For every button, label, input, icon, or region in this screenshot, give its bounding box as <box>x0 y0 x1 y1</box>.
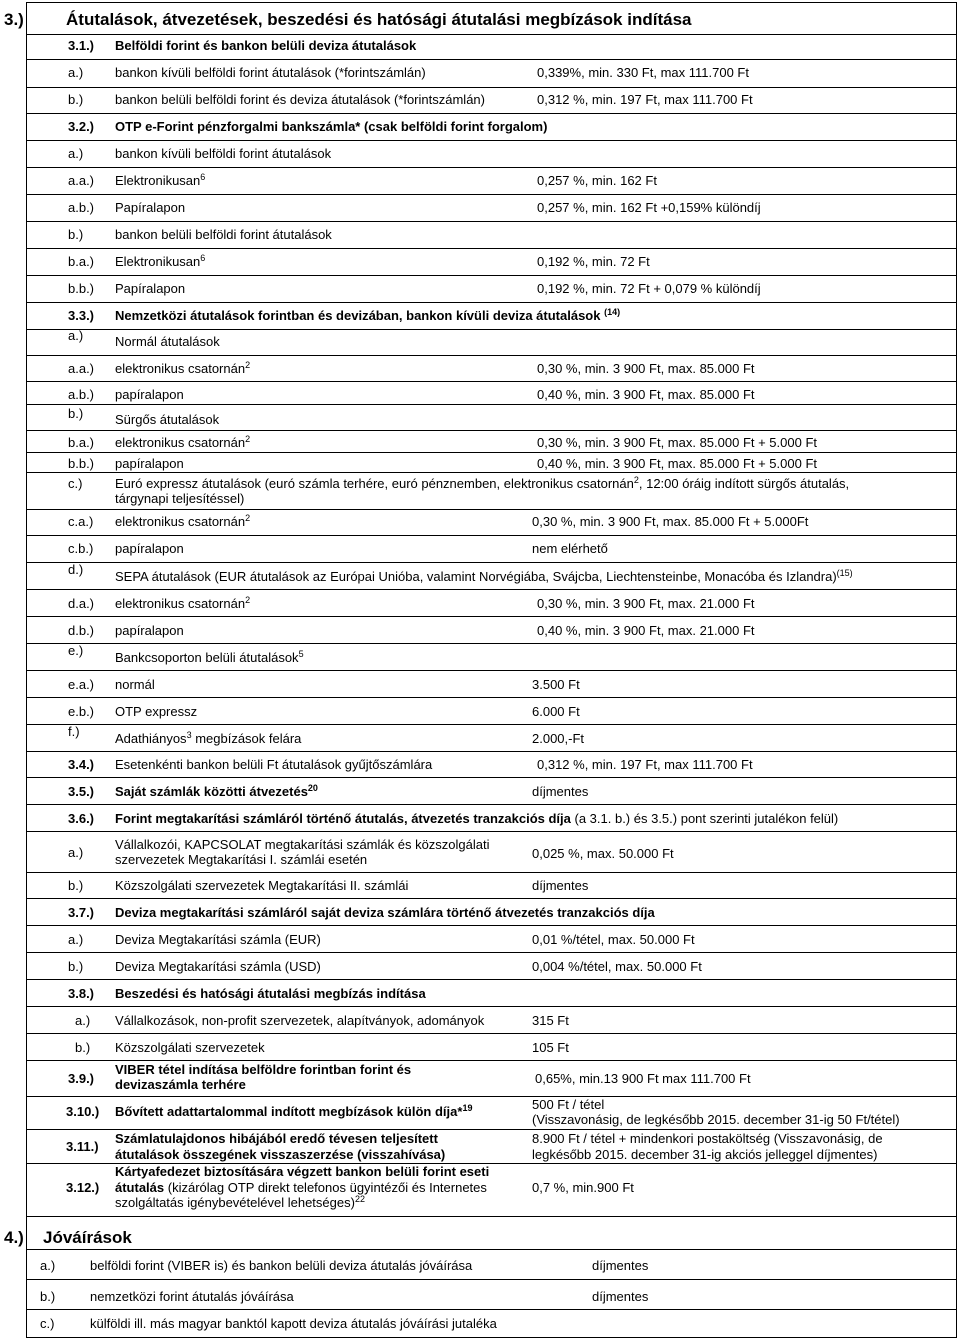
row-divider <box>26 140 957 141</box>
row-divider <box>26 404 957 405</box>
row-label: f.) <box>68 724 80 739</box>
row-divider <box>26 59 957 60</box>
row-label: b.) <box>68 959 84 974</box>
row-label: 3.11.) <box>66 1139 99 1154</box>
cell-text: Jóváírások <box>43 1228 132 1247</box>
row-divider <box>26 355 957 356</box>
row-divider <box>26 724 957 725</box>
row-label: b.b.) <box>68 281 95 296</box>
row-divider <box>26 472 957 473</box>
cell-text: tárgynapi teljesítéssel) <box>115 491 245 506</box>
row-divider <box>26 34 957 35</box>
row-label: a.) <box>40 1258 56 1273</box>
row-divider <box>26 302 957 303</box>
cell-text: Papíralapon <box>115 281 186 296</box>
row-divider <box>26 670 957 671</box>
cell-text: bankon kívüli belföldi forint átutalások (*forintszámlán) <box>115 65 426 80</box>
cell-text: díjmentes <box>532 878 589 893</box>
footnote-ref: 2 <box>245 513 251 523</box>
footnote-ref: 20 <box>307 783 318 793</box>
cell-text: átutalások összegének visszaszerzése (visszahívása) <box>115 1147 446 1162</box>
row-divider <box>26 751 957 752</box>
row-divider <box>26 87 957 88</box>
cell-text: 3.500 Ft <box>532 677 580 692</box>
cell-text: díjmentes <box>592 1289 649 1304</box>
row-label: d.b.) <box>68 623 95 638</box>
cell-text: 0,192 %, min. 72 Ft <box>537 254 650 269</box>
row-divider <box>26 979 957 980</box>
cell-text: Deviza megtakarítási számláról saját deviza számlára történő átvezetés tranzakciós díja <box>115 905 655 920</box>
row-divider <box>26 535 957 536</box>
row-label: 3.1.) <box>68 38 95 53</box>
row-label: b.) <box>68 878 84 893</box>
row-label: a.) <box>68 932 84 947</box>
cell-text: 0,004 %/tétel, max. 50.000 Ft <box>532 959 702 974</box>
cell-text: 0,312 %, min. 197 Ft, max 111.700 Ft <box>537 757 753 772</box>
cell-text: Vállalkozói, KAPCSOLAT megtakarítási számlák és közszolgálati <box>115 837 490 852</box>
footnote-ref: 2 <box>633 475 639 485</box>
row-label: d.a.) <box>68 596 95 611</box>
cell-text: 2.000,-Ft <box>532 731 585 746</box>
cell-text: elektronikus csatornán$^2$ <box>115 513 251 529</box>
row-label: 3.6.) <box>68 811 95 826</box>
row-label: a.) <box>68 146 84 161</box>
cell-text: Belföldi forint és bankon belüli deviza átutalások <box>115 38 417 53</box>
cell-text: (Visszavonásig, de legkésőbb 2015. december 31-ig 50 Ft/tétel) <box>532 1112 900 1127</box>
row-label: b.) <box>75 1040 91 1055</box>
row-label: e.) <box>68 643 84 658</box>
row-label: e.b.) <box>68 704 95 719</box>
row-divider <box>26 562 957 563</box>
cell-text: 0,339%, min. 330 Ft, max 111.700 Ft <box>537 65 749 80</box>
cell-text: 0,7 %, min.900 Ft <box>532 1180 634 1195</box>
cell-text: 0,025 %, max. 50.000 Ft <box>532 846 674 861</box>
cell-text: 0,30 %, min. 3 900 Ft, max. 85.000 Ft + 5.000Ft <box>532 514 809 529</box>
row-label: 3.7.) <box>68 905 95 920</box>
row-divider <box>26 1249 957 1250</box>
row-label: c.b.) <box>68 541 94 556</box>
cell-text: 0,312 %, min. 197 Ft, max 111.700 Ft <box>537 92 753 107</box>
row-divider <box>26 1096 957 1097</box>
row-label: 3.12.) <box>66 1180 100 1195</box>
row-divider <box>26 430 957 431</box>
row-label: 3.9.) <box>68 1071 95 1086</box>
footnote-ref: 6 <box>200 253 206 263</box>
cell-text: 0,30 %, min. 3 900 Ft, max. 21.000 Ft <box>537 596 755 611</box>
cell-text: nem elérhető <box>532 541 608 556</box>
row-divider <box>26 509 957 510</box>
cell-text: belföldi forint (VIBER is) és bankon belüli deviza átutalás jóváírása <box>90 1258 473 1273</box>
cell-text: 0,01 %/tétel, max. 50.000 Ft <box>532 932 695 947</box>
footnote-ref: 22 <box>354 1194 365 1204</box>
cell-text: papíralapon <box>115 623 184 638</box>
row-divider <box>26 589 957 590</box>
cell-text: Beszedési és hatósági átutalási megbízás indítása <box>115 986 426 1001</box>
cell-text: Közszolgálati szervezetek Megtakarítási II. számlái <box>115 878 409 893</box>
row-divider <box>26 1216 957 1217</box>
row-label: 3.3.) <box>68 308 95 323</box>
cell-text: Saját számlák közötti átvezetés$^{20}$ <box>115 783 318 799</box>
row-label: a.) <box>68 328 84 343</box>
cell-text: bankon belüli belföldi forint átutalások <box>115 227 332 242</box>
row-label: a.) <box>68 65 84 80</box>
row-divider <box>26 221 957 222</box>
row-label: b.a.) <box>68 254 95 269</box>
footnote-ref: 19 <box>462 1103 473 1113</box>
row-label: e.a.) <box>68 677 95 692</box>
cell-text: Számlatulajdonos hibájából eredő tévesen teljesített <box>115 1131 438 1146</box>
cell-text: elektronikus csatornán$^2$ <box>115 360 251 376</box>
row-label: c.) <box>40 1316 55 1331</box>
row-label: a.b.) <box>68 387 95 402</box>
cell-text: bankon kívüli belföldi forint átutalások <box>115 146 332 161</box>
cell-text: 315 Ft <box>532 1013 569 1028</box>
cell-text: normál <box>115 677 155 692</box>
cell-text: papíralapon <box>115 541 184 556</box>
cell-text: 0,40 %, min. 3 900 Ft, max. 85.000 Ft <box>537 387 755 402</box>
cell-text: 0,40 %, min. 3 900 Ft, max. 21.000 Ft <box>537 623 755 638</box>
cell-text: Deviza Megtakarítási számla (USD) <box>115 959 321 974</box>
row-divider <box>26 643 957 644</box>
row-label: b.b.) <box>68 456 95 471</box>
cell-text: papíralapon <box>115 387 184 402</box>
row-label: a.) <box>68 845 84 860</box>
cell-text: Vállalkozások, non-profit szervezetek, alapítványok, adományok <box>115 1013 485 1028</box>
cell-text: legkésőbb 2015. december 31-ig akciós jelleggel díjmentes) <box>532 1147 878 1162</box>
row-divider <box>26 248 957 249</box>
row-divider <box>26 194 957 195</box>
row-label: 3.4.) <box>68 757 95 772</box>
cell-text: OTP expressz <box>115 704 198 719</box>
cell-text: papíralapon <box>115 456 184 471</box>
cell-text: szervezetek Megtakarítási I. számlái esetén <box>115 852 368 867</box>
row-label: b.a.) <box>68 435 95 450</box>
cell-text: OTP e-Forint pénzforgalmi bankszámla* (csak belföldi forint forgalom) <box>115 119 548 134</box>
cell-text: nemzetközi forint átutalás jóváírása <box>90 1289 294 1304</box>
row-label: 3.) <box>4 10 24 29</box>
row-divider <box>26 872 957 873</box>
cell-text: külföldi ill. más magyar banktól kapott deviza átutalás jóváírási jutaléka <box>90 1316 497 1331</box>
row-divider <box>26 1060 957 1061</box>
cell-text: 0,40 %, min. 3 900 Ft, max. 85.000 Ft + 5.000 Ft <box>537 456 818 471</box>
cell-text: Kártyafedezet biztosítására végzett bankon belüli forint eseti <box>115 1164 490 1179</box>
row-label: c.) <box>68 476 83 491</box>
row-divider <box>26 275 957 276</box>
footnote-ref: (15) <box>836 568 853 578</box>
cell-text: 0,192 %, min. 72 Ft + 0,079 % különdíj <box>537 281 761 296</box>
row-divider <box>26 329 957 330</box>
row-divider <box>26 616 957 617</box>
row-divider <box>26 898 957 899</box>
row-label: b.) <box>68 92 84 107</box>
cell-text: 0,257 %, min. 162 Ft <box>537 173 657 188</box>
row-label: 3.2.) <box>68 119 95 134</box>
cell-text: bankon belüli belföldi forint és deviza átutalások (*forintszámlán) <box>115 92 485 107</box>
row-divider <box>26 452 957 453</box>
cell-text: Elektronikusan$^6$ <box>115 253 206 269</box>
row-label: a.a.) <box>68 173 95 188</box>
row-label: b.) <box>68 406 84 421</box>
row-label: a.a.) <box>68 361 95 376</box>
cell-text: 8.900 Ft / tétel + mindenkori postaköltség (Visszavonásig, de <box>532 1131 883 1146</box>
footnote-ref: (14) <box>604 307 621 317</box>
footnote-ref: 6 <box>200 172 206 182</box>
row-label: b.) <box>68 227 84 242</box>
row-divider <box>26 1006 957 1007</box>
footnote-ref: 5 <box>298 649 304 659</box>
cell-text: elektronikus csatornán$^2$ <box>115 595 251 611</box>
cell-text: VIBER tétel indítása belföldre forintban forint és <box>115 1062 412 1077</box>
cell-text: Euró expressz átutalások (euró számla terhére, euró pénznemben, elektronikus csatornán$^2$, 12:00 óráig indított sürgős átutalás, <box>115 475 850 491</box>
row-label: b.) <box>40 1289 56 1304</box>
row-divider <box>26 952 957 953</box>
cell-text: Adathiányos$^3$ megbízások felára <box>115 730 302 746</box>
cell-text: 6.000 Ft <box>532 704 580 719</box>
cell-text: Bővített adattartalommal indított megbízások külön díja*$^{19}$ <box>115 1103 473 1119</box>
footnote-ref: 3 <box>186 730 192 740</box>
row-label: c.a.) <box>68 514 94 529</box>
row-divider <box>26 925 957 926</box>
cell-text: Közszolgálati szervezetek <box>115 1040 265 1055</box>
row-divider <box>26 1309 957 1310</box>
row-divider <box>26 1279 957 1280</box>
row-divider <box>26 804 957 805</box>
row-label: d.) <box>68 562 84 577</box>
cell-text: 500 Ft / tétel <box>532 1097 605 1112</box>
row-divider <box>26 167 957 168</box>
cell-text: Bankcsoporton belüli átutalások$^5$ <box>115 649 304 665</box>
row-label: a.) <box>75 1013 91 1028</box>
footnote-ref: 2 <box>245 434 251 444</box>
cell-text: elektronikus csatornán$^2$ <box>115 434 251 450</box>
footnote-ref: 2 <box>245 360 251 370</box>
row-label: a.b.) <box>68 200 95 215</box>
row-divider <box>26 777 957 778</box>
row-label: 4.) <box>4 1228 24 1247</box>
cell-text: díjmentes <box>592 1258 649 1273</box>
cell-text: Elektronikusan$^6$ <box>115 172 206 188</box>
cell-text: Esetenkénti bankon belüli Ft átutalások gyűjtőszámlára <box>115 757 433 772</box>
cell-text: Normál átutalások <box>115 334 220 349</box>
cell-text: 105 Ft <box>532 1040 569 1055</box>
cell-text: 0,30 %, min. 3 900 Ft, max. 85.000 Ft + 5.000 Ft <box>537 435 818 450</box>
row-label: 3.10.) <box>66 1104 100 1119</box>
cell-text: díjmentes <box>532 784 589 799</box>
cell-text: átutalás (kizárólag OTP direkt telefonos ügyintézői és Internetes <box>115 1180 487 1195</box>
row-label: 3.5.) <box>68 784 95 799</box>
row-label: 3.8.) <box>68 986 95 1001</box>
cell-text: szolgáltatás igénybevételével lehetséges)$^{22}$ <box>115 1194 365 1210</box>
cell-text: Forint megtakarítási számláról történő átutalás, átvezetés tranzakciós díja (a 3.1. b.) és 3.5.) pont szerinti jutalékon felül) <box>115 811 839 826</box>
row-divider <box>26 697 957 698</box>
cell-text: Átutalások, átvezetések, beszedési és hatósági átutalási megbízások indítása <box>66 10 692 29</box>
cell-text: 0,30 %, min. 3 900 Ft, max. 85.000 Ft <box>537 361 755 376</box>
cell-text: Deviza Megtakarítási számla (EUR) <box>115 932 321 947</box>
cell-text: Sürgős átutalások <box>115 412 220 427</box>
row-divider <box>26 381 957 382</box>
cell-text: Papíralapon <box>115 200 186 215</box>
row-divider <box>26 1129 957 1130</box>
cell-text: 0,257 %, min. 162 Ft +0,159% különdíj <box>537 200 761 215</box>
cell-text: Nemzetközi átutalások forintban és devizában, bankon kívüli deviza átutalások $^{(14)}$ <box>115 307 621 323</box>
row-divider <box>26 113 957 114</box>
footnote-ref: 2 <box>245 595 251 605</box>
row-divider <box>26 831 957 832</box>
cell-text: devizaszámla terhére <box>115 1077 246 1092</box>
cell-text: 0,65%, min.13 900 Ft max 111.700 Ft <box>535 1071 751 1086</box>
cell-text: SEPA átutalások (EUR átutalások az Európai Unióba, valamint Norvégiába, Svájcba, Liechtensteinbe, Monacóba és Izlandra)$^{(15)}$ <box>115 568 853 584</box>
row-divider <box>26 1033 957 1034</box>
